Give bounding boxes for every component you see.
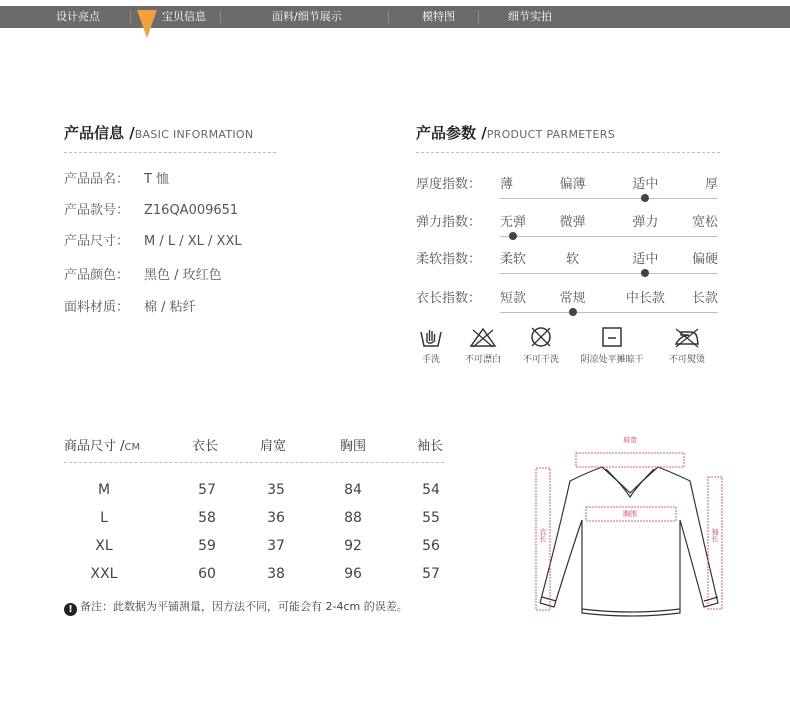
info-value: 黑色 / 玫红色 [144,268,222,283]
size-table-unit: CM [124,442,141,453]
divider [416,152,720,153]
care-no-iron [660,326,714,365]
scale-option: 长款 [691,291,718,306]
size-cell: XXL [90,566,118,582]
info-label: 产品颜色： [64,268,130,283]
care-shade-flat-dry [574,326,650,365]
info-label: 产品款号： [64,203,130,218]
size-cell: 36 [267,510,285,526]
nav-item-fabric-detail[interactable]: 面料/细节展示 [272,10,342,23]
size-cell: 57 [198,482,216,498]
info-row-sizes [64,230,242,249]
nav-separator [130,10,131,24]
scale-option: 弹力 [632,215,659,230]
scale-option: 薄 [500,177,514,192]
divider [64,462,444,463]
size-cell: 88 [344,510,362,526]
scale-indicator-dot [569,308,577,316]
info-row-name [64,168,169,187]
scale-option: 常规 [559,291,586,306]
nav-item-design[interactable]: 设计亮点 [56,10,100,23]
divider [64,152,276,153]
size-cell: 55 [422,510,440,526]
care-label: 不可干洗 [522,355,559,365]
measurement-note [64,598,408,616]
shirt-measurement-diagram [530,425,730,625]
care-hand-wash [416,326,446,365]
scale-option: 适中 [632,177,659,192]
tshirt-outline-diagram [530,425,730,625]
care-label: 不可漂白 [464,355,501,365]
no-iron-icon [672,326,702,348]
scale-track [500,273,718,274]
size-cell: 56 [422,538,440,554]
care-label: 不可熨烫 [668,355,705,365]
basic-info-title-en: BASIC INFORMATION [134,128,254,141]
param-label-length: 衣长指数： [416,291,482,306]
info-value: 棉 / 粘纤 [144,300,196,315]
size-cell: 54 [422,482,440,498]
scale-option: 宽松 [691,215,718,230]
size-cell: 35 [267,482,285,498]
shade-flat-dry-icon [600,326,624,348]
care-no-dry-clean [516,326,566,365]
nav-separator [388,10,389,24]
nav-separator [220,10,221,24]
active-nav-marker [137,10,157,38]
basic-info-title-cn: 产品信息 / [64,124,135,142]
info-label: 产品尺寸： [64,234,130,249]
note-text: 备注：此数据为平铺测量，因方法不同，可能会有 2-4cm 的误差。 [80,600,408,613]
info-value: M / L / XL / XXL [144,234,242,249]
hand-wash-icon [419,326,443,348]
scale-indicator-dot [509,232,517,240]
shoulder-label: 肩宽 [623,436,637,444]
basic-info-title [64,122,253,143]
size-col-header: 胸围 [340,439,367,454]
size-cell: XL [95,538,113,554]
section-nav-bar [0,6,790,28]
info-row-style-no [64,199,238,218]
care-label: 阴凉处平摊晾干 [580,355,644,365]
info-value: T 恤 [144,172,170,187]
info-row-colors [64,264,222,283]
sleeve-label: 袖长 [711,528,719,542]
size-cell: 58 [198,510,216,526]
nav-item-model[interactable]: 模特图 [422,10,455,23]
param-label-softness: 柔软指数： [416,252,482,267]
info-value: Z16QA009651 [144,203,239,218]
info-row-material [64,296,196,315]
scale-option: 软 [566,252,580,267]
scale-elasticity [500,211,720,235]
size-cell: 37 [267,538,285,554]
scale-option: 无弹 [500,215,527,230]
size-col-header: 肩宽 [260,439,287,454]
size-cell: L [100,510,108,526]
scale-track [500,236,718,237]
size-cell: 59 [198,538,216,554]
nav-separator [478,10,479,24]
size-table-title-text: 商品尺寸 / [64,439,125,454]
scale-option: 偏薄 [559,177,586,192]
size-cell: M [97,482,111,498]
scale-indicator-dot [641,194,649,202]
scale-indicator-dot [641,269,649,277]
size-cell: 96 [344,566,362,582]
scale-option: 厚 [704,177,718,192]
scale-option: 柔软 [500,252,527,267]
size-cell: 38 [267,566,285,582]
scale-option: 中长款 [625,291,665,306]
params-title [416,122,615,143]
nav-item-detail-photos[interactable]: 细节实拍 [508,10,552,23]
scale-track [500,312,718,313]
no-dry-clean-icon [529,326,553,348]
scale-thickness [500,173,720,197]
nav-item-product-info[interactable]: 宝贝信息 [162,10,206,23]
size-cell: 92 [344,538,362,554]
params-title-cn: 产品参数 / [416,124,487,142]
warning-icon: ! [64,603,77,616]
size-col-header: 袖长 [417,439,444,454]
care-no-bleach [458,326,508,365]
scale-option: 偏硬 [691,252,718,267]
size-col-header: 衣长 [192,439,219,454]
no-bleach-icon [469,326,497,348]
param-label-elasticity: 弹力指数： [416,215,482,230]
scale-length [500,287,720,311]
size-table-title [64,435,140,454]
size-cell: 57 [422,566,440,582]
info-label: 面料材质： [64,300,130,315]
param-label-thickness: 厚度指数： [416,177,482,192]
info-label: 产品品名： [64,172,130,187]
chest-label: 胸围 [623,510,637,518]
size-cell: 60 [198,566,216,582]
scale-softness [500,248,720,272]
size-cell: 84 [344,482,362,498]
params-title-en: PRODUCT PARMETERS [486,128,615,141]
length-label: 衣长 [539,528,547,542]
care-label: 手洗 [421,355,440,365]
scale-option: 微弹 [559,215,586,230]
scale-option: 适中 [632,252,659,267]
scale-option: 短款 [500,291,527,306]
scale-track [500,198,718,199]
